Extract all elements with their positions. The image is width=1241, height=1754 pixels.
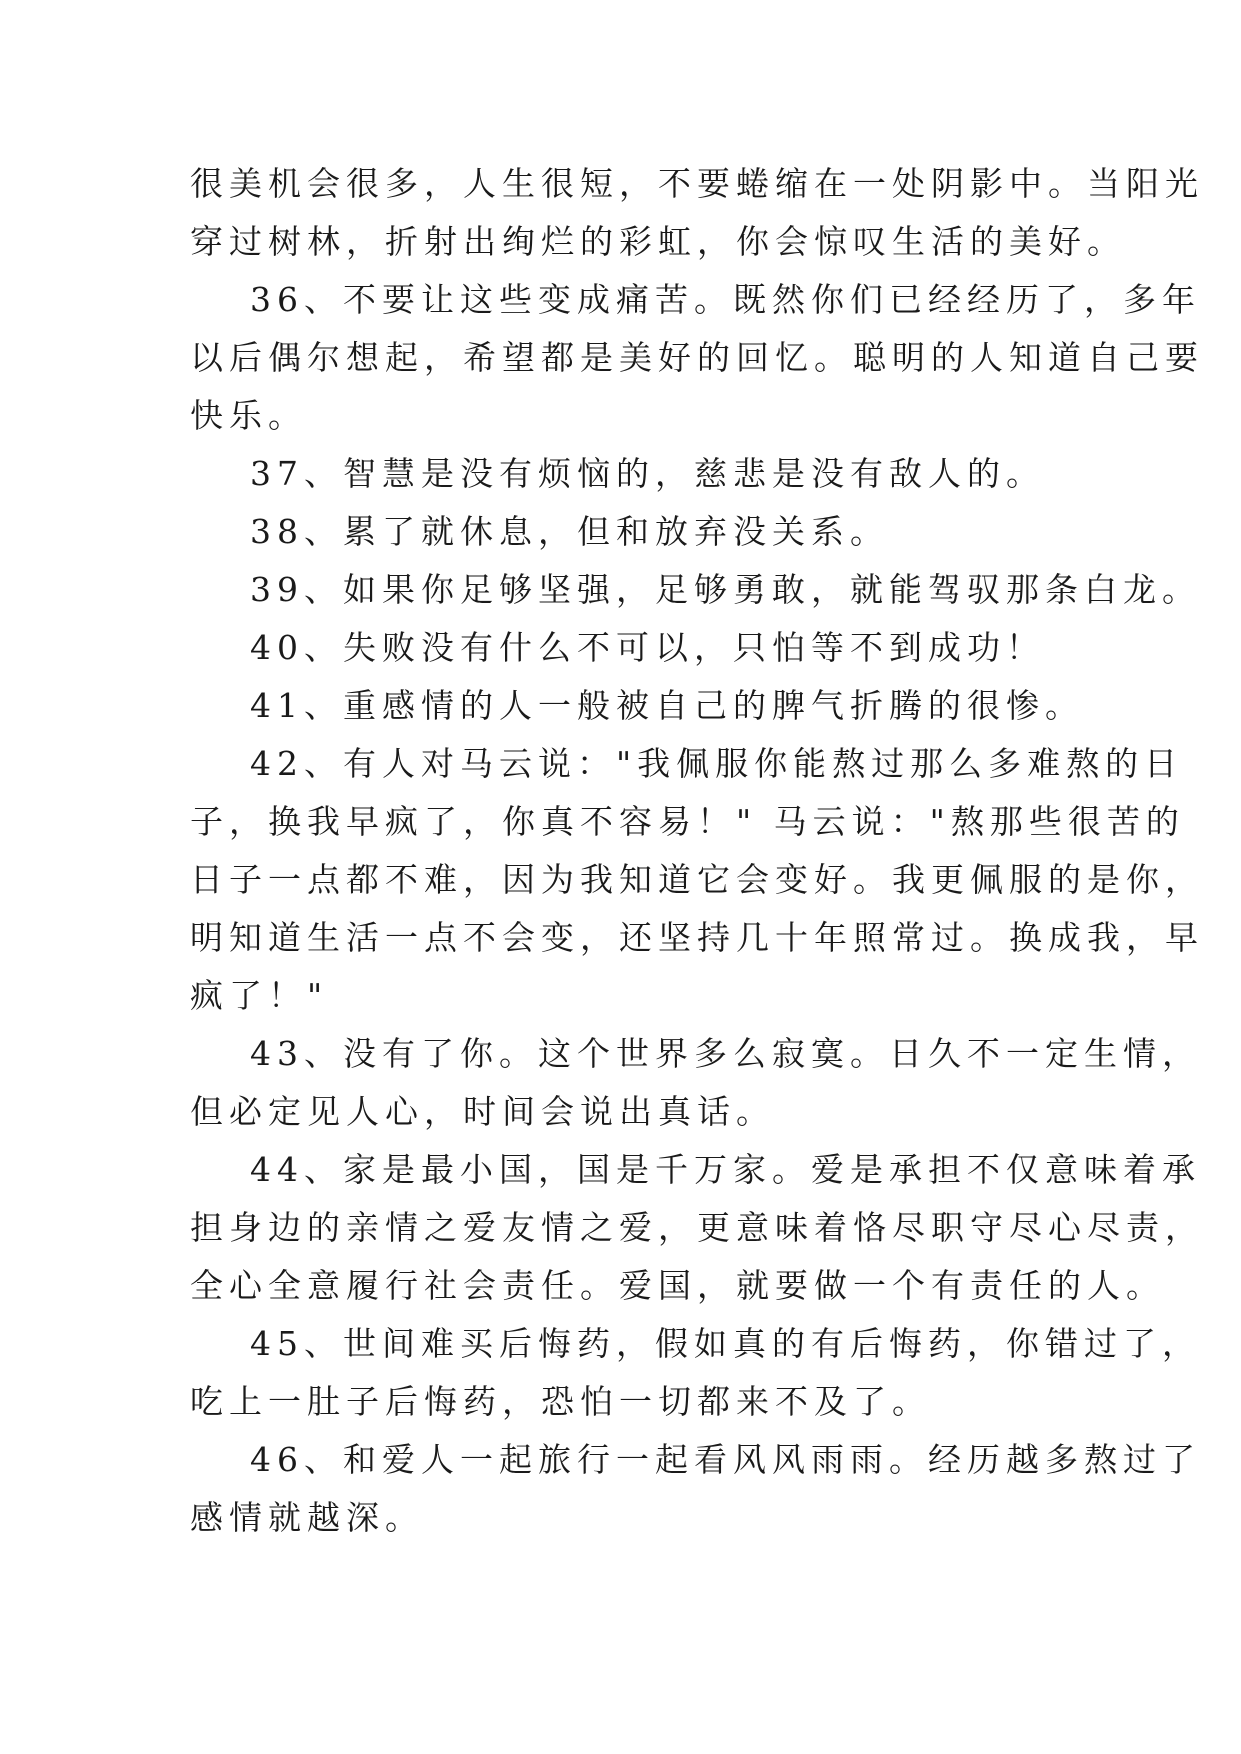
text-line: 疯了！" [190,976,329,1015]
text-line: 子，换我早疯了，你真不容易！" 马云说："熬那些很苦的 [190,802,1185,841]
text-line: 很美机会很多，人生很短，不要蜷缩在一处阴影中。当阳光 [190,164,1204,203]
text-line: 40、失败没有什么不可以，只怕等不到成功！ [250,628,1045,667]
text-line: 穿过树林，折射出绚烂的彩虹，你会惊叹生活的美好。 [190,222,1126,261]
text-line: 39、如果你足够坚强，足够勇敢，就能驾驭那条白龙。 [250,570,1201,609]
text-line: 36、不要让这些变成痛苦。既然你们已经经历了，多年 [250,280,1201,319]
text-line: 全心全意履行社会责任。爱国，就要做一个有责任的人。 [190,1266,1165,1305]
text-line: 感情就越深。 [190,1498,424,1537]
text-line: 快乐。 [190,396,307,435]
text-line: 日子一点都不难，因为我知道它会变好。我更佩服的是你， [190,860,1204,899]
text-line: 44、家是最小国，国是千万家。爱是承担不仅意味着承 [250,1150,1201,1189]
text-line: 明知道生活一点不会变，还坚持几十年照常过。换成我，早 [190,918,1204,957]
text-line: 以后偶尔想起，希望都是美好的回忆。聪明的人知道自己要 [190,338,1204,377]
text-line: 41、重感情的人一般被自己的脾气折腾的很惨。 [250,686,1084,725]
text-line: 42、有人对马云说："我佩服你能熬过那么多难熬的日 [250,744,1184,783]
document-body [190,155,1204,1547]
text-line: 45、世间难买后悔药，假如真的有后悔药，你错过了， [250,1324,1201,1363]
text-line: 37、智慧是没有烦恼的，慈悲是没有敌人的。 [250,454,1045,493]
text-line: 担身边的亲情之爱友情之爱，更意味着恪尽职守尽心尽责， [190,1208,1204,1247]
text-line: 但必定见人心，时间会说出真话。 [190,1092,775,1131]
text-line: 46、和爱人一起旅行一起看风风雨雨。经历越多熬过了 [250,1440,1201,1479]
text-line: 43、没有了你。这个世界多么寂寞。日久不一定生情， [250,1034,1201,1073]
text-line: 38、累了就休息，但和放弃没关系。 [250,512,889,551]
text-line: 吃上一肚子后悔药，恐怕一切都来不及了。 [190,1382,931,1421]
